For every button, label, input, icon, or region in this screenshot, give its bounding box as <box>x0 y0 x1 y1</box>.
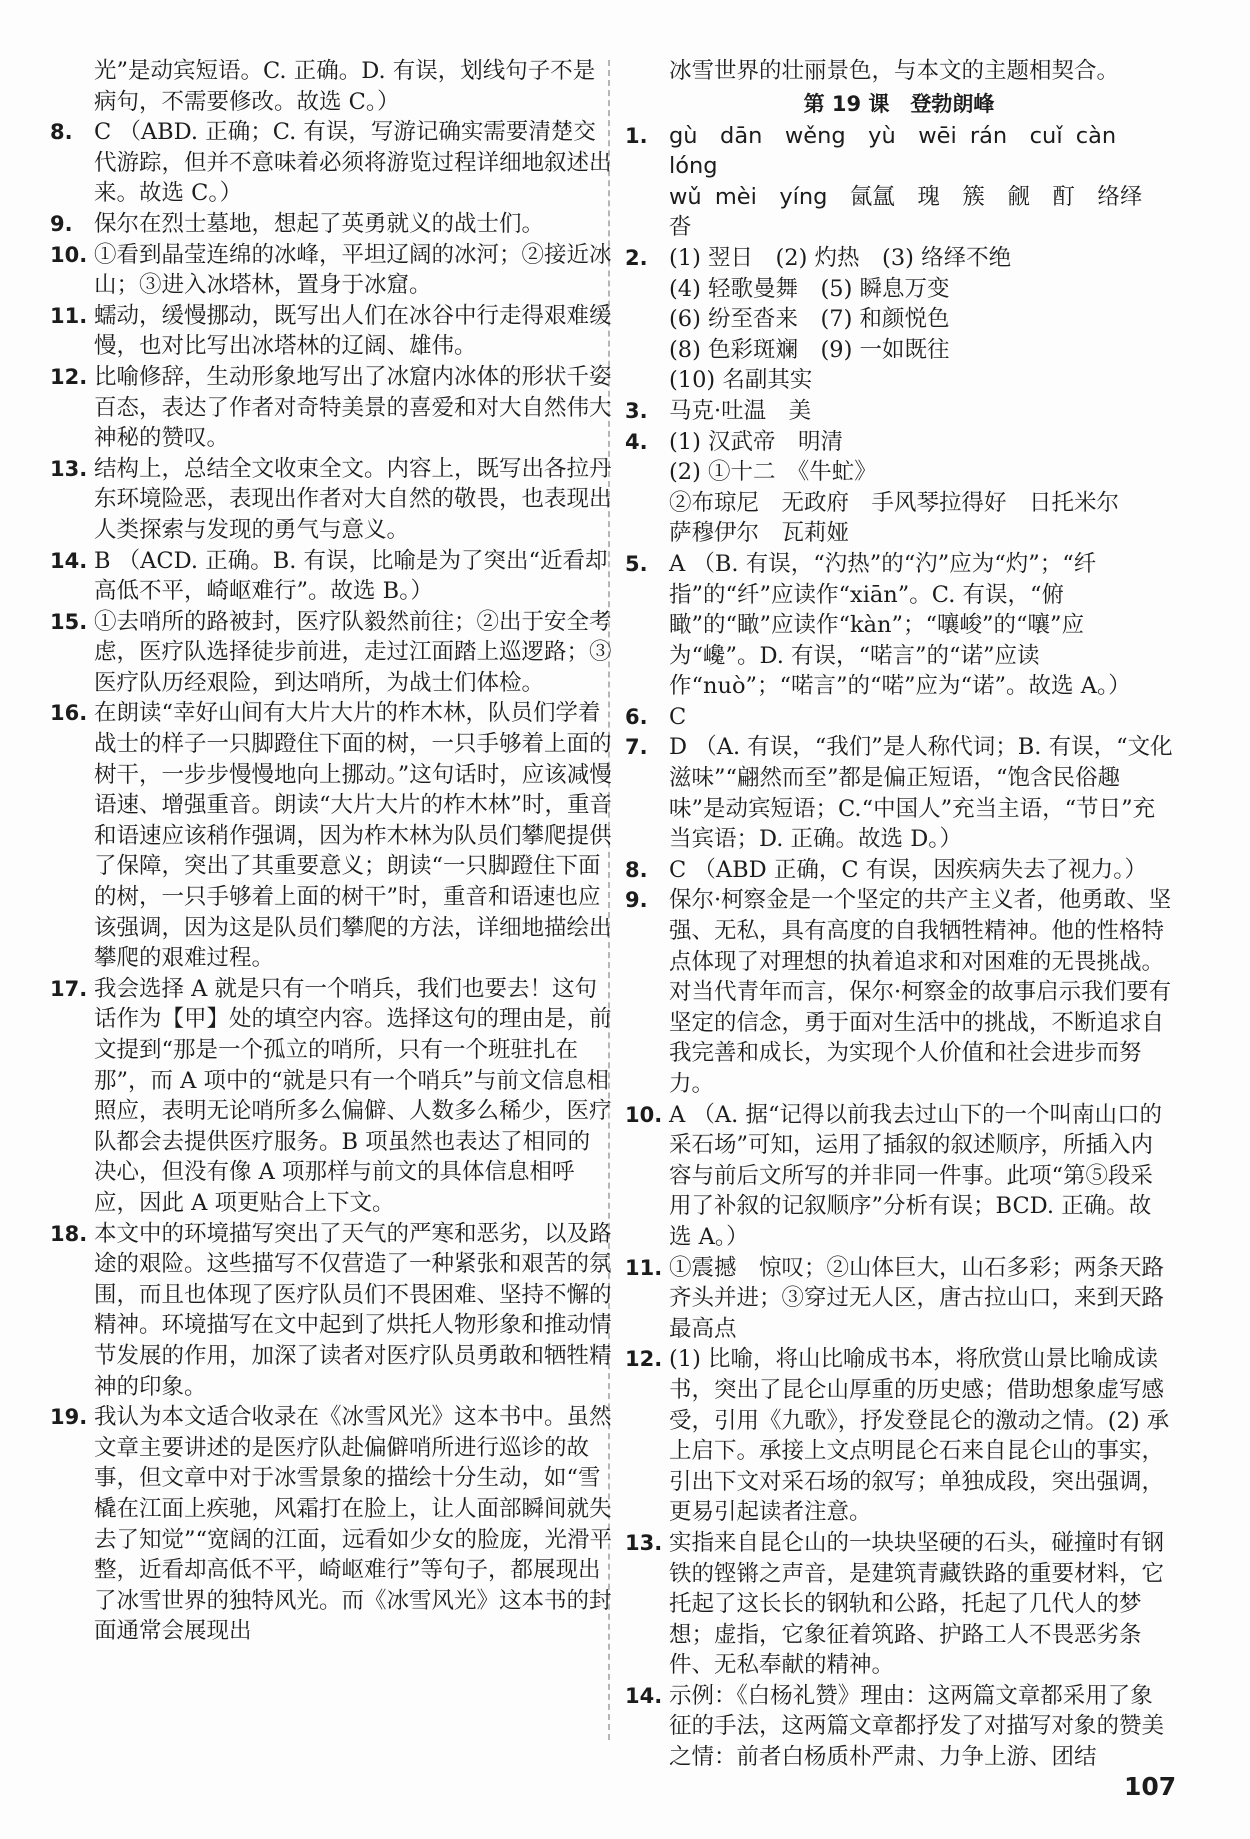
answer-text: A （B. 有误，“汋热”的“汋”应为“灼”；“纤指”的“纤”应读作“xiān”。C. 有误，“俯瞰”的“瞰”应读作“kàn”；“嚷峻”的“嚷”应为“巉”。D. 有误，“喏言”的“诺”应读作“nuò”；“喏言”的“喏”应为“诺”。故选 A。） <box>669 550 1131 700</box>
answer-text: D （A. 有误，“我们”是人称代词；B. 有误，“文化滋味”“翩然而至”都是偏正短语，“饱含民俗趣味”是动宾短语；C.“中国人”充当主语，“节日”充当宾语；D. 正确。故选 D。） <box>669 734 1173 853</box>
answer-number: 1. <box>625 123 648 148</box>
answer-item <box>625 855 1173 886</box>
sub-line: 萨穆伊尔 瓦莉娅 <box>669 520 850 547</box>
answer-number: 18. <box>50 1221 88 1246</box>
pinyin-line: wǔ mèi yíng 氤氲 瑰 簇 觎 酊 络绎 <box>669 183 1143 210</box>
answer-text: 比喻修辞，生动形象地写出了冰窟内冰体的形状千姿百态，表达了作者对奇特美景的喜爱和对大自然伟大神秘的赞叹。 <box>94 363 612 452</box>
answer-text: C <box>669 703 687 730</box>
answer-number: 19. <box>50 1405 88 1430</box>
answer-item <box>625 732 1173 854</box>
answer-number: 8. <box>50 120 73 145</box>
answer-item <box>625 396 1173 427</box>
answer-text: 保尔·柯察金是一个坚定的共产主义者，他勇敢、坚强、无私，具有高度的自我牺牲精神。他的性格特点体现了对理想的执着追求和对困难的无畏挑战。对当代青年而言，保尔·柯察金的故事启示我们要有坚定的信念，勇于面对生活中的挑战，不断追求自我完善和成长，为实现个人价值和社会进步而努力。 <box>669 887 1172 1097</box>
page-number: 107 <box>1124 1772 1177 1801</box>
answer-text: B （ACD. 正确。B. 有误，比喻是为了突出“近看却高低不平，崎岖难行”。故选 B。） <box>94 547 608 605</box>
answer-number: 10. <box>625 1102 663 1127</box>
word-line: (6) 纷至沓来 (7) 和颜悦色 <box>669 306 950 333</box>
answer-text: ①去哨所的路被封，医疗队毅然前往；②出于安全考虑，医疗队选择徒步前进，走过江面踏上巡逻路；③医疗队历经艰险，到达哨所，为战士们体检。 <box>94 608 612 696</box>
answer-text: ①看到晶莹连绵的冰峰，平坦辽阔的冰河；②接近冰山；③进入冰塔林，置身于冰窟。 <box>94 241 612 299</box>
answer-number: 6. <box>625 704 648 729</box>
sub-line: ②布琼尼 无政府 手风琴拉得好 日托米尔 <box>669 489 1120 516</box>
answer-text: 本文中的环境描写突出了天气的严寒和恶劣，以及路途的艰险。这些描写不仅营造了一种紧张和艰苦的氛围，而且也体现了医疗队员们不畏困难、坚持不懈的精神。环境描写在文中起到了烘托人物形象和推动情节发展的作用，加深了读者对医疗队员勇敢和牺牲精神的印象。 <box>94 1220 612 1400</box>
answer-item <box>625 1528 1173 1681</box>
left-lead-text: 光”是动宾短语。C. 正确。D. 有误，划线句子不是病句，不需要修改。故选 C。） <box>94 58 596 115</box>
answer-text: (1) 比喻，将山比喻成书本，将欣赏山景比喻成读书，突出了昆仑山厚重的历史感；借助想象虚写感受，引用《九歌》，抒发登昆仑的激动之情。(2) 承上启下。承接上文点明昆仑石来自昆仑山的事实，引出下文对采石场的叙写；单独成段，突出强调，更易引起读者注意。 <box>669 1346 1170 1526</box>
answer-number: 16. <box>50 701 88 726</box>
answer-item <box>50 117 612 209</box>
answer-item <box>625 1253 1173 1345</box>
answer-item <box>50 607 612 699</box>
answer-number: 5. <box>625 551 648 576</box>
answer-text: 马克·吐温 美 <box>669 397 812 424</box>
answer-item <box>50 240 612 301</box>
answer-item <box>625 1100 1173 1253</box>
answer-item <box>625 549 1173 702</box>
answer-number: 11. <box>625 1255 663 1280</box>
answer-item <box>625 885 1173 1099</box>
answer-number: 2. <box>625 245 648 270</box>
answer-number: 12. <box>625 1347 663 1372</box>
answer-number: 14. <box>50 548 88 573</box>
answer-item <box>50 301 612 362</box>
answer-number: 8. <box>625 857 648 882</box>
answer-text: 我会选择 A 就是只有一个哨兵，我们也要去！这句话作为【甲】处的填空内容。选择这句的理由是，前文提到“那是一个孤立的哨所，只有一个班驻扎在那”，而 A 项中的“就是只有一个哨兵”与前文信息相照应，表明无论哨所多么偏僻、人数多么稀少，医疗队都会去提供医疗服务。B 项虽然也表达了相同的决心，但没有像 A 项那样与前文的具体信息相呼应，因此 A 项更贴合上下文。 <box>94 975 612 1216</box>
answer-number: 12. <box>50 364 88 389</box>
answer-item <box>50 362 612 454</box>
answer-text: C （ABD. 正确；C. 有误，写游记确实需要清楚交代游踪，但并不意味着必须将游览过程详细地叙述出来。故选 C。） <box>94 119 612 207</box>
answer-number: 11. <box>50 303 88 328</box>
answer-number: 15. <box>50 609 88 634</box>
left-column <box>50 56 612 1647</box>
answer-item <box>50 546 612 607</box>
answer-text: 保尔在烈士墓地，想起了英勇就义的战士们。 <box>94 210 545 237</box>
answer-text: 我认为本文适合收录在《冰雪风光》这本书中。虽然文章主要讲述的是医疗队赴偏僻哨所进行巡诊的故事，但文章中对于冰雪景象的描绘十分生动，如“雪橇在江面上疾驰，风霜打在脸上，让人面部瞬间就失去了知觉”“宽阔的江面，远看如少女的脸庞，光滑平整，近看却高低不平，崎岖难行”等句子，都展现出了冰雪世界的独特风光。而《冰雪风光》这本书的封面通常会展现出 <box>94 1404 613 1645</box>
answer-text: C （ABD 正确，C 有误，因疾病失去了视力。） <box>669 856 1147 883</box>
answer-item <box>50 209 612 240</box>
right-lead-text: 冰雪世界的壮丽景色，与本文的主题相契合。 <box>669 58 1120 84</box>
pinyin-line: 沓 <box>669 214 692 241</box>
answer-item <box>625 1681 1173 1773</box>
answer-text: A （A. 据“记得以前我去过山下的一个叫南山口的采石场”可知，运用了插叙的叙述顺序，所插入内容与前后文所写的并非同一件事。此项“第⑤段采用了补叙的记叙顺序”分析有误；BCD. 正确。故选 A。） <box>669 1101 1162 1250</box>
answer-number: 13. <box>625 1530 663 1555</box>
pinyin-line: gù dān wěng yù wēi rán cuǐ càn lóng <box>669 122 1139 180</box>
sub-line: (2) ①十二 《牛虻》 <box>669 459 877 486</box>
answer-item <box>625 121 1173 243</box>
answer-item <box>625 702 1173 733</box>
answer-item <box>50 974 612 1219</box>
answer-number: 13. <box>50 456 88 481</box>
right-column <box>625 56 1173 1773</box>
word-line: (4) 轻歌曼舞 (5) 瞬息万变 <box>669 275 950 302</box>
answer-number: 3. <box>625 398 648 423</box>
answer-number: 4. <box>625 429 648 454</box>
word-line: (10) 名副其实 <box>669 367 813 394</box>
answer-item <box>50 1219 612 1403</box>
word-line: (1) 翌日 (2) 灼热 (3) 络绎不绝 <box>669 244 1012 271</box>
answer-text: 蠕动，缓慢挪动，既写出人们在冰谷中行走得艰难缓慢，也对比写出冰塔林的辽阔、雄伟。 <box>94 302 612 360</box>
answer-item <box>50 1402 612 1647</box>
answer-text: 结构上，总结全文收束全文。内容上，既写出各拉丹东环境险恶，表现出作者对大自然的敬畏，也表现出人类探索与发现的勇气与意义。 <box>94 455 612 543</box>
answer-item <box>625 243 1173 396</box>
answer-item <box>50 454 612 546</box>
answer-text: ①震撼 惊叹；②山体巨大，山石多彩；两条天路齐头并进；③穿过无人区，唐古拉山口，来到天路最高点 <box>669 1254 1165 1342</box>
answer-number: 9. <box>625 888 648 913</box>
answer-number: 17. <box>50 976 88 1001</box>
answer-text: 示例：《白杨礼赞》理由：这两篇文章都采用了象征的手法，这两篇文章都抒发了对描写对象的赞美之情：前者白杨质朴严肃、力争上游、团结 <box>669 1682 1165 1771</box>
answer-item <box>50 698 612 973</box>
answer-number: 14. <box>625 1683 663 1708</box>
answer-text: 在朗读“幸好山间有大片大片的柞木林，队员们学着战士的样子一只脚蹬住下面的树，一只手够着上面的树干，一步步慢慢地向上挪动。”这句话时，应该减慢语速、增强重音。朗读“大片大片的柞木林”时，重音和语速应该稍作强调，因为柞木林为队员们攀爬提供了保障，突出了其重要意义；朗读“一只脚蹬住下面的树，一只手够着上面的树干”时，重音和语速也应该强调，因为这是队员们攀爬的方法，详细地描绘出攀爬的艰难过程。 <box>94 700 613 972</box>
answer-item <box>625 427 1173 549</box>
answer-number: 10. <box>50 242 88 267</box>
answer-text: 实指来自昆仑山的一块块坚硬的石头，碰撞时有钢铁的铿锵之声音，是建筑青藏铁路的重要材料，它托起了这长长的钢轨和公路，托起了几代人的梦想；虚指，它象征着筑路、护路工人不畏恶劣条件、无私奉献的精神。 <box>669 1529 1165 1679</box>
answer-number: 7. <box>625 735 648 760</box>
word-line: (8) 色彩斑斓 (9) 一如既往 <box>669 336 950 363</box>
answer-item <box>625 1344 1173 1528</box>
sub-line: (1) 汉武帝 明清 <box>669 428 844 455</box>
answer-number: 9. <box>50 211 73 236</box>
lesson-title: 第 19 课 登勃朗峰 <box>803 91 995 116</box>
